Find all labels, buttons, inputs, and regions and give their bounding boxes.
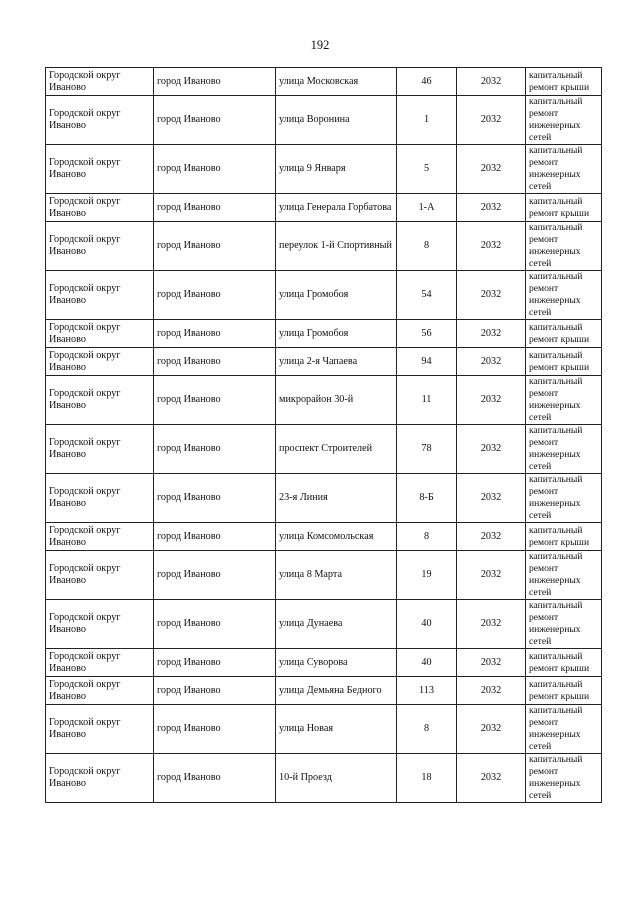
- work-type-cell: капитальный ремонт инженерных сетей: [526, 425, 602, 474]
- year-cell: 2032: [457, 376, 526, 425]
- municipality-cell: Городской округ Иваново: [46, 600, 154, 649]
- house-number-cell: 40: [397, 649, 457, 677]
- locality-cell: город Иваново: [154, 348, 276, 376]
- locality-cell: город Иваново: [154, 96, 276, 145]
- street-cell: улица Московская: [276, 68, 397, 96]
- work-type-cell: капитальный ремонт инженерных сетей: [526, 474, 602, 523]
- work-type-cell: капитальный ремонт крыши: [526, 320, 602, 348]
- municipality-cell: Городской округ Иваново: [46, 677, 154, 705]
- work-type-cell: капитальный ремонт крыши: [526, 523, 602, 551]
- locality-cell: город Иваново: [154, 677, 276, 705]
- table-row: [46, 600, 602, 649]
- table-row: [46, 649, 602, 677]
- municipality-cell: Городской округ Иваново: [46, 271, 154, 320]
- year-cell: 2032: [457, 222, 526, 271]
- street-cell: улица Воронина: [276, 96, 397, 145]
- table-row: [46, 222, 602, 271]
- street-cell: улица 2-я Чапаева: [276, 348, 397, 376]
- work-type-cell: капитальный ремонт инженерных сетей: [526, 96, 602, 145]
- year-cell: 2032: [457, 649, 526, 677]
- house-number-cell: 1-А: [397, 194, 457, 222]
- municipality-cell: Городской округ Иваново: [46, 320, 154, 348]
- house-number-cell: 1: [397, 96, 457, 145]
- street-cell: проспект Строителей: [276, 425, 397, 474]
- house-number-cell: 40: [397, 600, 457, 649]
- house-number-cell: 18: [397, 754, 457, 803]
- municipality-cell: Городской округ Иваново: [46, 754, 154, 803]
- table-row: [46, 754, 602, 803]
- year-cell: 2032: [457, 194, 526, 222]
- municipality-cell: Городской округ Иваново: [46, 68, 154, 96]
- municipality-cell: Городской округ Иваново: [46, 425, 154, 474]
- street-cell: переулок 1-й Спортивный: [276, 222, 397, 271]
- work-type-cell: капитальный ремонт крыши: [526, 677, 602, 705]
- street-cell: улица Демьяна Бедного: [276, 677, 397, 705]
- year-cell: 2032: [457, 551, 526, 600]
- house-number-cell: 94: [397, 348, 457, 376]
- repair-schedule-table: [45, 67, 602, 803]
- street-cell: улица Громобоя: [276, 320, 397, 348]
- municipality-cell: Городской округ Иваново: [46, 376, 154, 425]
- table-row: [46, 271, 602, 320]
- year-cell: 2032: [457, 754, 526, 803]
- house-number-cell: 46: [397, 68, 457, 96]
- work-type-cell: капитальный ремонт инженерных сетей: [526, 271, 602, 320]
- locality-cell: город Иваново: [154, 194, 276, 222]
- year-cell: 2032: [457, 600, 526, 649]
- locality-cell: город Иваново: [154, 425, 276, 474]
- work-type-cell: капитальный ремонт инженерных сетей: [526, 376, 602, 425]
- locality-cell: город Иваново: [154, 145, 276, 194]
- locality-cell: город Иваново: [154, 705, 276, 754]
- street-cell: 10-й Проезд: [276, 754, 397, 803]
- municipality-cell: Городской округ Иваново: [46, 649, 154, 677]
- municipality-cell: Городской округ Иваново: [46, 96, 154, 145]
- municipality-cell: Городской округ Иваново: [46, 222, 154, 271]
- street-cell: микрорайон 30-й: [276, 376, 397, 425]
- municipality-cell: Городской округ Иваново: [46, 705, 154, 754]
- house-number-cell: 8: [397, 222, 457, 271]
- table-row: [46, 348, 602, 376]
- municipality-cell: Городской округ Иваново: [46, 523, 154, 551]
- house-number-cell: 19: [397, 551, 457, 600]
- work-type-cell: капитальный ремонт крыши: [526, 649, 602, 677]
- work-type-cell: капитальный ремонт инженерных сетей: [526, 145, 602, 194]
- table-row: [46, 677, 602, 705]
- street-cell: улица Дунаева: [276, 600, 397, 649]
- page-number: 192: [310, 38, 330, 52]
- year-cell: 2032: [457, 320, 526, 348]
- municipality-cell: Городской округ Иваново: [46, 348, 154, 376]
- house-number-cell: 56: [397, 320, 457, 348]
- house-number-cell: 113: [397, 677, 457, 705]
- locality-cell: город Иваново: [154, 474, 276, 523]
- street-cell: улица 8 Марта: [276, 551, 397, 600]
- year-cell: 2032: [457, 474, 526, 523]
- table-row: [46, 320, 602, 348]
- year-cell: 2032: [457, 68, 526, 96]
- work-type-cell: капитальный ремонт крыши: [526, 348, 602, 376]
- year-cell: 2032: [457, 425, 526, 474]
- work-type-cell: капитальный ремонт инженерных сетей: [526, 600, 602, 649]
- work-type-cell: капитальный ремонт инженерных сетей: [526, 222, 602, 271]
- work-type-cell: капитальный ремонт крыши: [526, 194, 602, 222]
- table-row: [46, 474, 602, 523]
- year-cell: 2032: [457, 348, 526, 376]
- work-type-cell: капитальный ремонт инженерных сетей: [526, 551, 602, 600]
- table-row: [46, 96, 602, 145]
- locality-cell: город Иваново: [154, 551, 276, 600]
- year-cell: 2032: [457, 145, 526, 194]
- house-number-cell: 78: [397, 425, 457, 474]
- locality-cell: город Иваново: [154, 376, 276, 425]
- table-row: [46, 376, 602, 425]
- house-number-cell: 8-Б: [397, 474, 457, 523]
- street-cell: 23-я Линия: [276, 474, 397, 523]
- municipality-cell: Городской округ Иваново: [46, 145, 154, 194]
- year-cell: 2032: [457, 705, 526, 754]
- house-number-cell: 8: [397, 523, 457, 551]
- table-row: [46, 68, 602, 96]
- street-cell: улица Громобоя: [276, 271, 397, 320]
- locality-cell: город Иваново: [154, 68, 276, 96]
- year-cell: 2032: [457, 677, 526, 705]
- locality-cell: город Иваново: [154, 523, 276, 551]
- house-number-cell: 11: [397, 376, 457, 425]
- locality-cell: город Иваново: [154, 649, 276, 677]
- work-type-cell: капитальный ремонт инженерных сетей: [526, 705, 602, 754]
- year-cell: 2032: [457, 96, 526, 145]
- house-number-cell: 8: [397, 705, 457, 754]
- year-cell: 2032: [457, 271, 526, 320]
- street-cell: улица Генерала Горбатова: [276, 194, 397, 222]
- locality-cell: город Иваново: [154, 222, 276, 271]
- table-row: [46, 523, 602, 551]
- locality-cell: город Иваново: [154, 600, 276, 649]
- municipality-cell: Городской округ Иваново: [46, 551, 154, 600]
- table-row: [46, 425, 602, 474]
- work-type-cell: капитальный ремонт инженерных сетей: [526, 754, 602, 803]
- house-number-cell: 54: [397, 271, 457, 320]
- table-row: [46, 145, 602, 194]
- table-row: [46, 551, 602, 600]
- work-type-cell: капитальный ремонт крыши: [526, 68, 602, 96]
- table-row: [46, 705, 602, 754]
- municipality-cell: Городской округ Иваново: [46, 474, 154, 523]
- table-row: [46, 194, 602, 222]
- house-number-cell: 5: [397, 145, 457, 194]
- street-cell: улица Новая: [276, 705, 397, 754]
- street-cell: улица 9 Января: [276, 145, 397, 194]
- locality-cell: город Иваново: [154, 271, 276, 320]
- locality-cell: город Иваново: [154, 754, 276, 803]
- year-cell: 2032: [457, 523, 526, 551]
- municipality-cell: Городской округ Иваново: [46, 194, 154, 222]
- locality-cell: город Иваново: [154, 320, 276, 348]
- street-cell: улица Комсомольская: [276, 523, 397, 551]
- street-cell: улица Суворова: [276, 649, 397, 677]
